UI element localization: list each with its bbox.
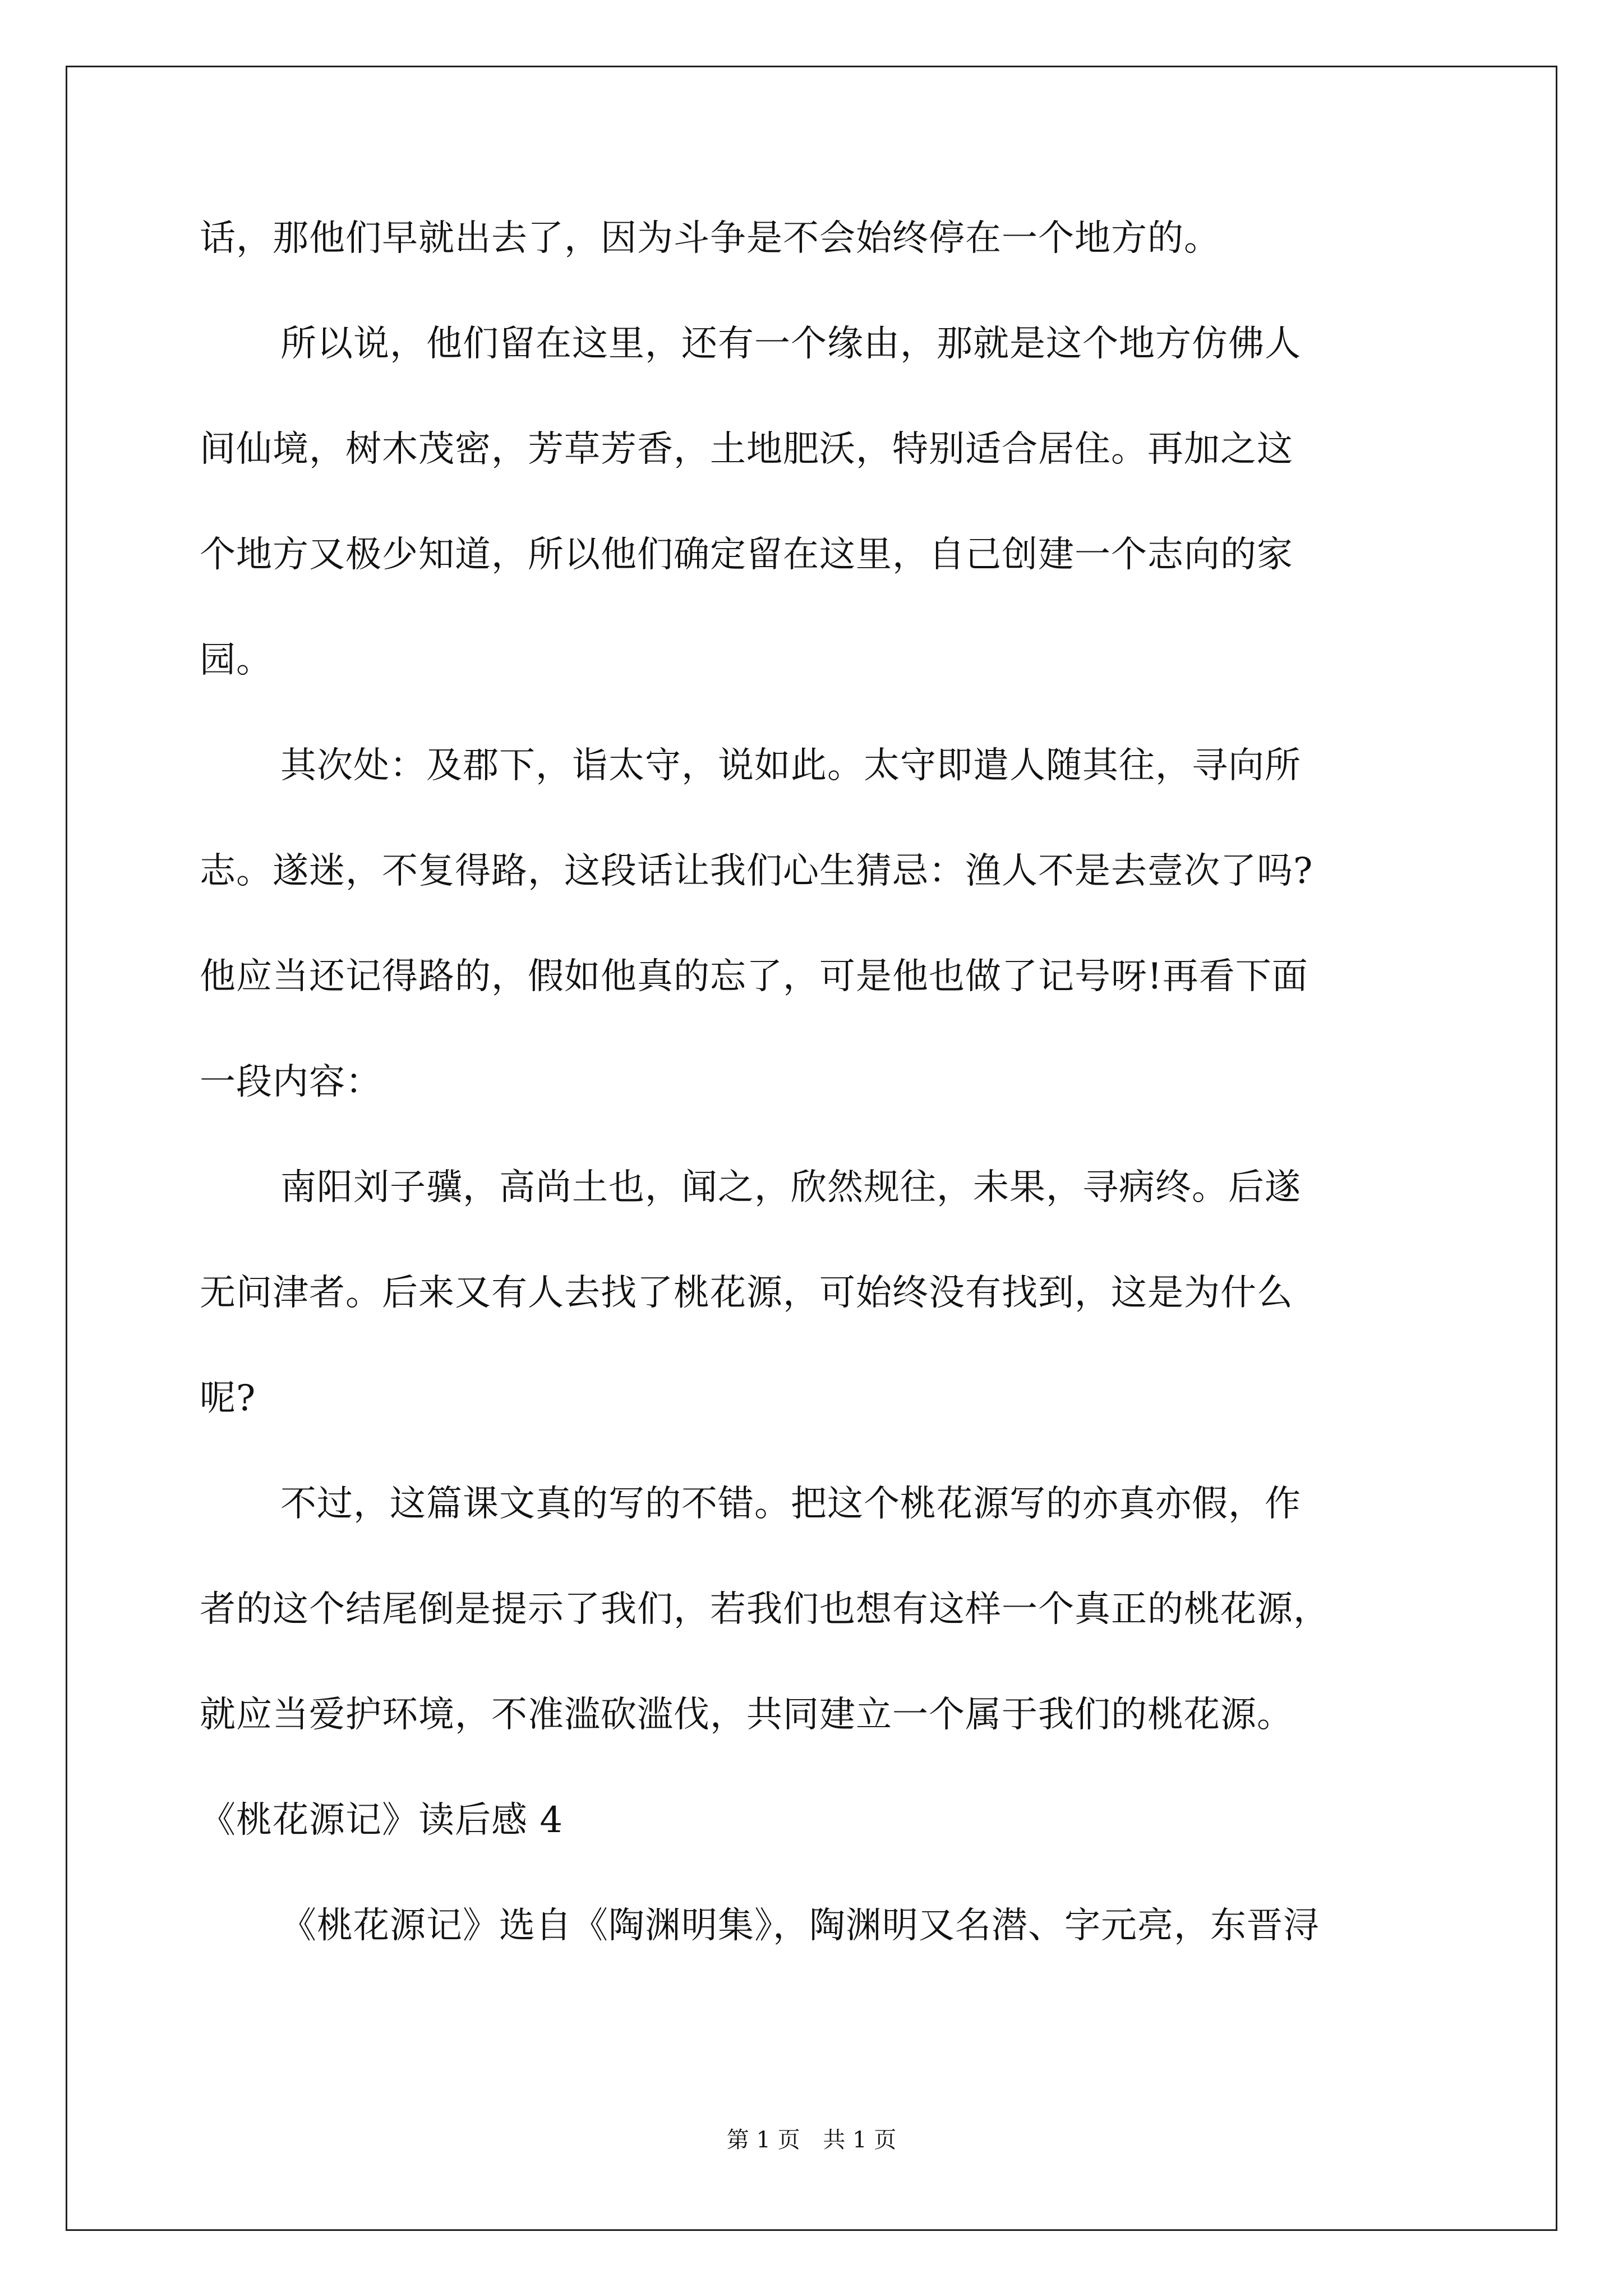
- paragraph-line: 个地方又极少知道，所以他们确定留在这里，自己创建一个志向的家: [200, 534, 1293, 576]
- page-footer: [0, 2126, 1623, 2154]
- paragraph-line: 其次处：及郡下，诣太守，说如此。太守即遣人随其往，寻向所: [280, 745, 1301, 786]
- paragraph-line: 园。: [200, 639, 273, 681]
- paragraph-line: 志。遂迷，不复得路，这段话让我们心生猜忌：渔人不是去壹次了吗?: [200, 850, 1313, 892]
- paragraph-line: 一段内容：: [200, 1061, 382, 1103]
- paragraph-line: 间仙境，树木茂密，芳草芳香，土地肥沃，特别适合居住。再加之这: [200, 429, 1293, 470]
- paragraph-line: 呢?: [200, 1378, 256, 1419]
- paragraph-line: 无问津者。后来又有人去找了桃花源，可始终没有找到，这是为什么: [200, 1272, 1293, 1314]
- page-number: 第 1 页: [726, 2127, 800, 2153]
- paragraph-line: 《桃花源记》选自《陶渊明集》，陶渊明又名潜、字元亮，东晋浔: [280, 1905, 1320, 1947]
- paragraph-line: 他应当还记得路的，假如他真的忘了，可是他也做了记号呀!再看下面: [200, 956, 1308, 997]
- section-heading: 《桃花源记》读后感 4: [200, 1800, 564, 1841]
- paragraph-line: 就应当爱护环境，不准滥砍滥伐，共同建立一个属于我们的桃花源。: [200, 1694, 1293, 1736]
- paragraph-line: 者的这个结尾倒是提示了我们，若我们也想有这样一个真正的桃花源，: [200, 1589, 1330, 1630]
- paragraph-line: 不过，这篇课文真的写的不错。把这个桃花源写的亦真亦假，作: [280, 1483, 1301, 1525]
- paragraph-line: 话，那他们早就出去了，因为斗争是不会始终停在一个地方的。: [200, 218, 1220, 259]
- paragraph-line: 所以说，他们留在这里，还有一个缘由，那就是这个地方仿佛人: [280, 323, 1301, 365]
- page-total: 共 1 页: [823, 2127, 897, 2153]
- paragraph-line: 南阳刘子骥，高尚土也，闻之，欣然规往，未果，寻病终。后遂: [280, 1167, 1301, 1208]
